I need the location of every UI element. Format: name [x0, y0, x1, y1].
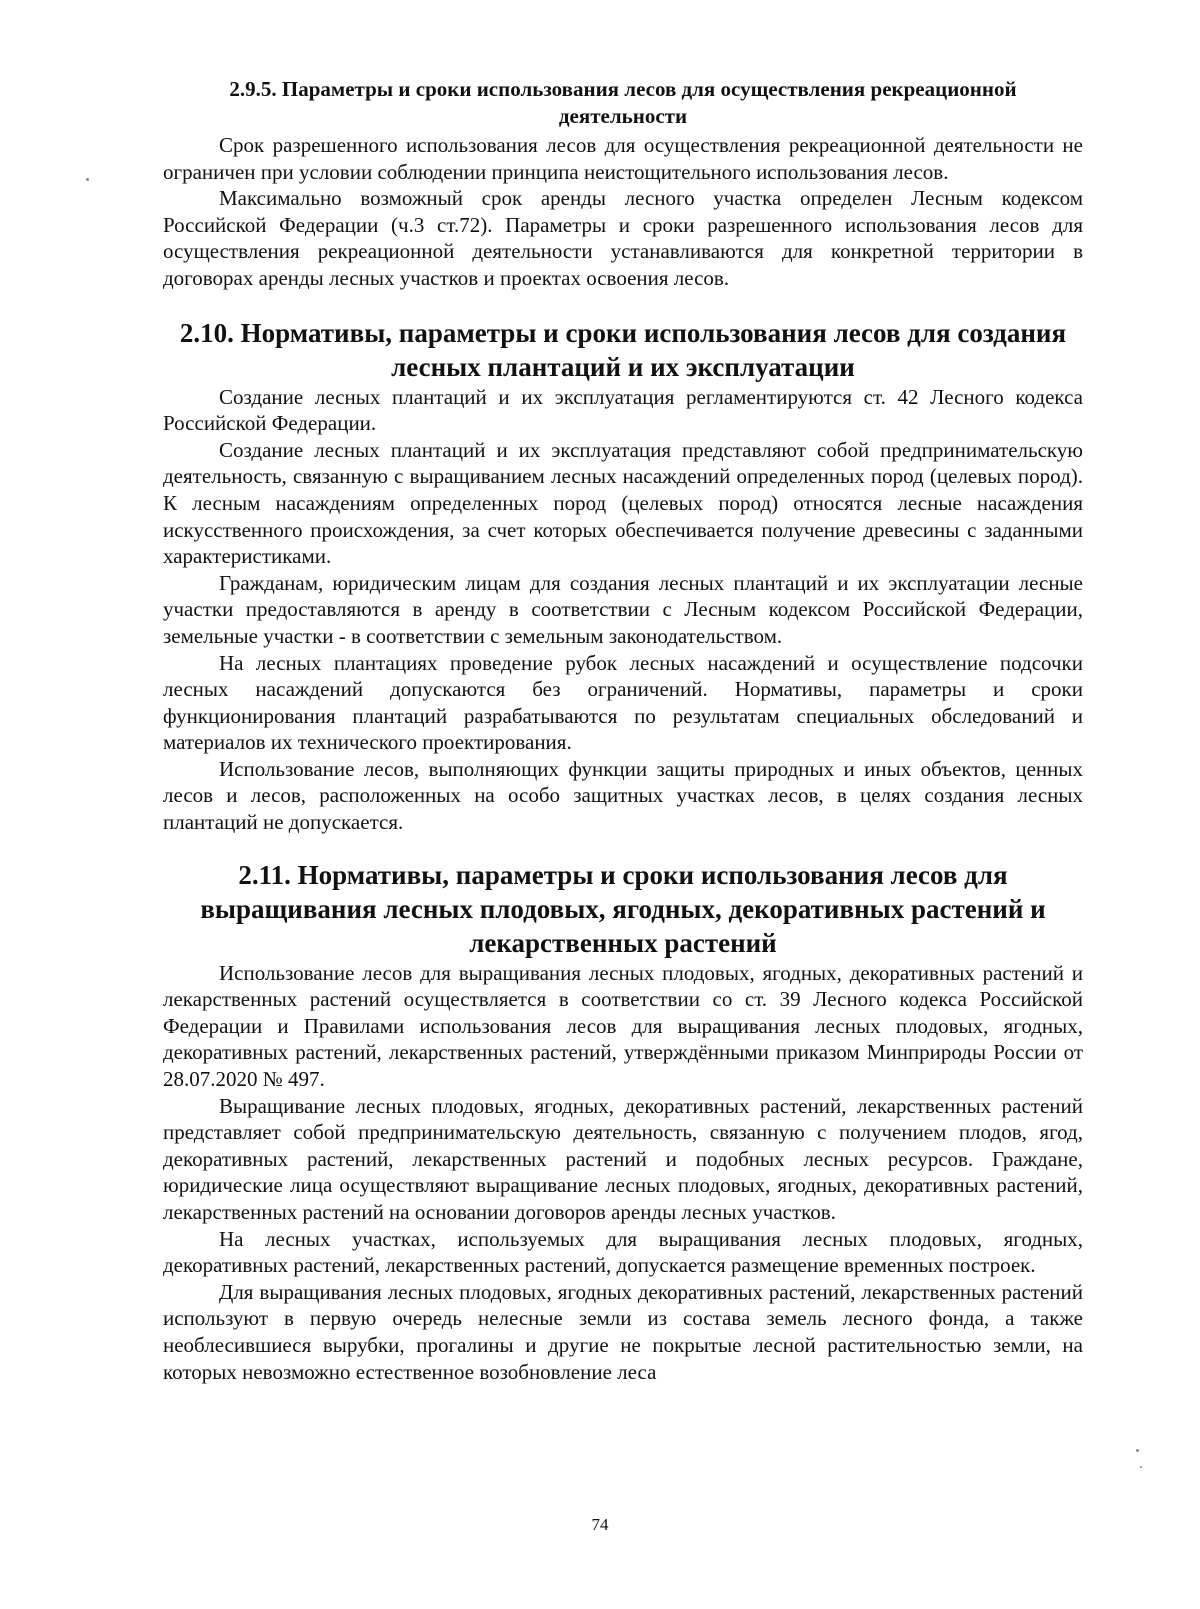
- paragraph: Создание лесных плантаций и их эксплуатация регламентируются ст. 42 Лесного кодекса Российской Федерации.: [163, 384, 1083, 436]
- section-heading: [163, 858, 1083, 960]
- paragraph: Выращивание лесных плодовых, ягодных, декоративных растений, лекарственных растений представляет собой предпринимательскую деятельность, связанную с получением плодов, ягод, декоративных растений, лекарственных растений и подобных лесных ресурсов. Граждане, юридические лица осуществляют выращивание лесных плодовых, ягодных, декоративных растений, лекарственных растений на основании договоров аренды лесных участков.: [163, 1093, 1083, 1224]
- scan-speck: [1140, 1466, 1142, 1468]
- heading-line: деятельности: [558, 104, 688, 128]
- heading-line: лекарственных растений: [469, 927, 777, 958]
- paragraph: На лесных плантациях проведение рубок лесных насаждений и осуществление подсочки лесных насаждений допускаются без ограничений. Нормативы, параметры и сроки функционирования плантаций разрабатываются по результатам специальных обследований и материалов их технического проектирования.: [163, 650, 1083, 755]
- paragraph: Гражданам, юридическим лицам для создания лесных плантаций и их эксплуатации лесные участки предоставляются в аренду в соответствии с Лесным кодексом Российской Федерации, земельные участки - в соответствии с земельным законодательством.: [163, 570, 1083, 648]
- heading-line: 2.9.5. Параметры и сроки использования лесов для осуществления рекреационной: [229, 77, 1017, 101]
- paragraph: Использование лесов, выполняющих функции защиты природных и иных объектов, ценных лесов и лесов, расположенных на особо защитных участках лесов, в целях создания лесных плантаций не допускается.: [163, 756, 1083, 835]
- section-2-11: [163, 858, 1083, 1386]
- page-number: 74: [591, 1515, 609, 1534]
- scan-speck: [86, 178, 89, 181]
- section-2-9-5: [163, 76, 1083, 292]
- paragraph: Использование лесов для выращивания лесных плодовых, ягодных, декоративных растений и лекарственных растений осуществляется в соответствии со ст. 39 Лесного кодекса Российской Федерации и Правилами использования лесов для выращивания лесных плодовых, ягодных, декоративных растений, лекарственных растений, утверждёнными приказом Минприроды России от 28.07.2020 № 497.: [163, 960, 1083, 1092]
- paragraph: Для выращивания лесных плодовых, ягодных декоративных растений, лекарственных растений используют в первую очередь нелесные земли из состава земель лесного фонда, а также необлесившиеся вырубки, прогалины и другие не покрытые лесной растительностью земли, на которых невозможно естественное возобновление леса: [163, 1279, 1083, 1384]
- heading-line: 2.11. Нормативы, параметры и сроки использования лесов для: [238, 859, 1008, 890]
- page-content: [163, 76, 1083, 1385]
- scan-speck: [1136, 1449, 1139, 1452]
- paragraph: Создание лесных плантаций и их эксплуатация представляют собой предпринимательскую деятельность, связанную с выращиванием лесных насаждений определенных пород (целевых пород). К лесным насаждениям определенных пород (целевых пород) относятся лесные насаждения искусственного происхождения, за счет которых обеспечивается получение древесины с заданными характеристиками.: [163, 437, 1083, 569]
- heading-line: лесных плантаций и их эксплуатации: [391, 351, 855, 382]
- paragraph: Максимально возможный срок аренды лесного участка определен Лесным кодексом Российской Федерации (ч.3 ст.72). Параметры и сроки разрешенного использования лесов для осуществления рекреационной деятельности устанавливаются для конкретной территории в договорах аренды лесных участков и проектах освоения лесов.: [163, 186, 1083, 290]
- heading-line: 2.10. Нормативы, параметры и сроки использования лесов для создания: [179, 317, 1067, 348]
- paragraph: На лесных участках, используемых для выращивания лесных плодовых, ягодных, декоративных растений, лекарственных растений, допускается размещение временных построек.: [163, 1226, 1083, 1278]
- section-heading: [163, 76, 1083, 130]
- paragraph: Срок разрешенного использования лесов для осуществления рекреационной деятельности не ограничен при условии соблюдении принципа неистощительного использования лесов.: [163, 133, 1083, 184]
- heading-line: выращивания лесных плодовых, ягодных, декоративных растений и: [200, 893, 1046, 924]
- section-2-10: [163, 316, 1083, 836]
- section-heading: [163, 316, 1083, 384]
